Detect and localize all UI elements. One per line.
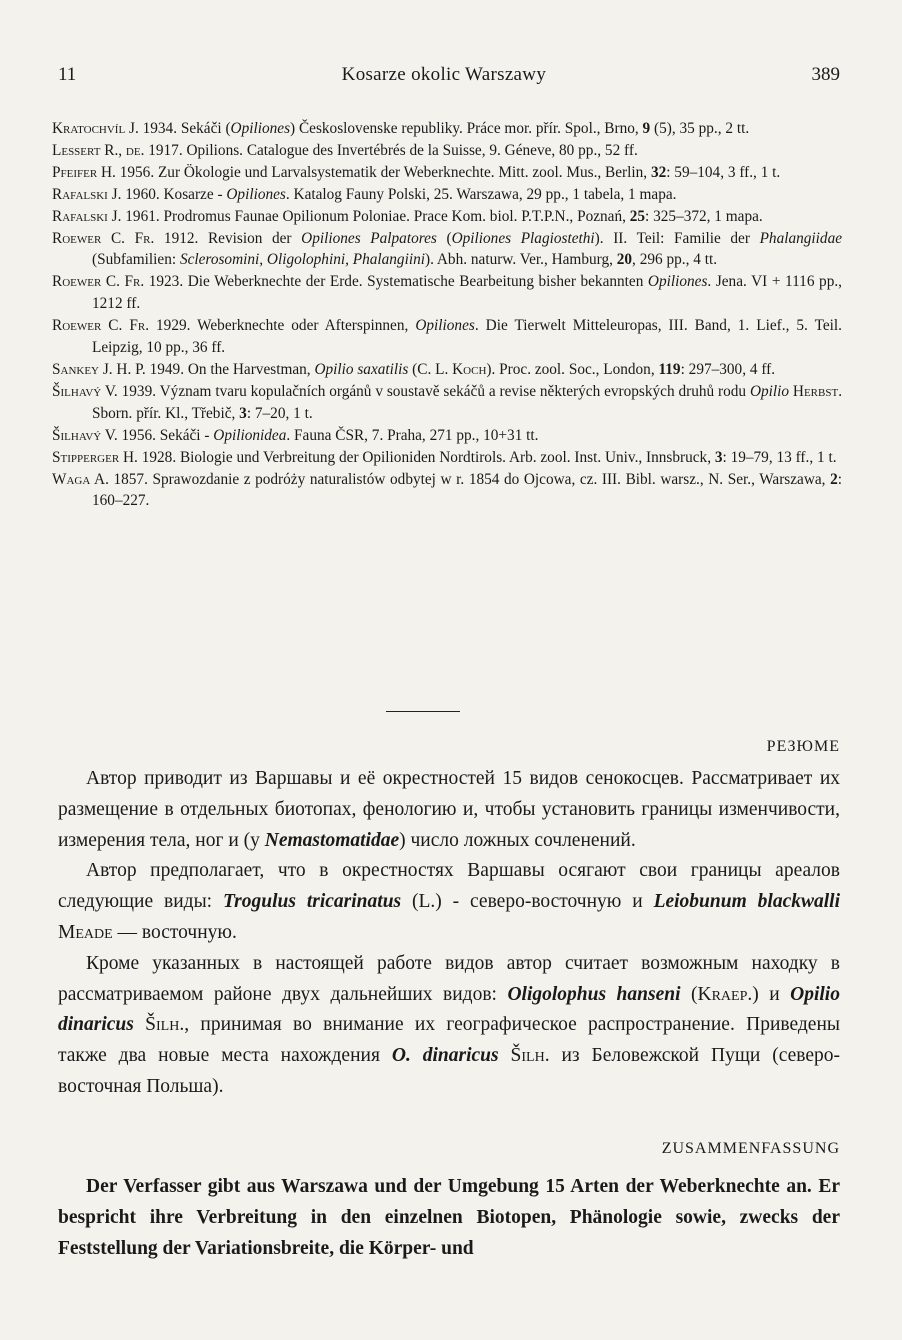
reference-entry: Roewer C. Fr. 1923. Die Weberknechte der Erde. Systematische Bearbeitung bisher bekannten Opiliones. Jena. VI + 1116 pp., 1212 ff. (52, 273, 842, 313)
reference-entry: Lessert R., de. 1917. Opilions. Catalogue des Invertébrés de la Suisse, 9. Géneve, 80 pp., 52 ff. (52, 141, 638, 159)
reference-entry: Šilhavý V. 1956. Sekáči - Opilionidea. Fauna ČSR, 7. Praha, 271 pp., 10+31 tt. (52, 426, 539, 444)
reference-entry: Sankey J. H. P. 1949. On the Harvestman, Opilio saxatilis (C. L. Koch). Proc. zool. Soc., London, 119: 297–300, 4 ff. (52, 360, 776, 378)
resume-body (58, 764, 840, 1103)
reference-entry: Šilhavý V. 1939. Význam tvaru kopulačních orgánů v soustavě sekáčů a revise některých evropských druhů rodu Opilio Herbst. Sborn. přír. Kl., Třebič, 3: 7–20, 1 t. (52, 382, 843, 422)
references-list (52, 118, 842, 512)
resume-paragraph: Автор предполагает, что в окрестностях Варшавы осягают свои границы ареалов следующие виды: Trogulus tricarinatus (L.) - северо-восточную и Leiobunum blackwalli Meade — восточную. (58, 860, 840, 943)
reference-entry: Pfeifer H. 1956. Zur Ökologie und Larvalsystematik der Weberknechte. Mitt. zool. Mus., Berlin, 32: 59–104, 3 ff., 1 t. (52, 163, 781, 181)
reference-entry: Roewer C. Fr. 1929. Weberknechte oder Afterspinnen, Opiliones. Die Tierwelt Mitteleuropas, III. Band, 1. Lief., 5. Teil. Leipzig, 10 pp., 36 ff. (52, 317, 842, 357)
reference-entry: Roewer C. Fr. 1912. Revision der Opiliones Palpatores (Opiliones Plagiostethi). II. Teil: Familie der Phalangiidae (Subfamilien: Sclerosomini, Oligolophini, Phalangiini). Abh. naturw. Ver., Hamburg, 20, 296 pp., 4 tt. (52, 229, 843, 269)
zusammenfassung-paragraph: Der Verfasser gibt aus Warszawa und der Umgebung 15 Arten der Weberknechte an. Er bespricht ihre Verbreitung in den einzelnen Biotopen, Phänologie sowie, zwecks der Feststellung der Variationsbreite, die Körper- und (58, 1176, 840, 1259)
reference-entry: Kratochvíl J. 1934. Sekáči (Opiliones) Československe republiky. Práce mor. přír. Spol., Brno, 9 (5), 35 pp., 2 tt. (52, 120, 750, 137)
reference-entry: Rafalski J. 1960. Kosarze - Opiliones. Katalog Fauny Polski, 25. Warszawa, 29 pp., 1 tabela, 1 mapa. (52, 185, 677, 203)
running-header (58, 64, 840, 86)
resume-paragraph: Автор приводит из Варшавы и её окрестностей 15 видов сенокосцев. Рассматривает их размещение в отдельных биотопах, фенологию и, чтобы установить границы изменчивости, измерения тела, ног и (у Nemastomatidae) число ложных сочленений. (58, 768, 840, 851)
page-number: 389 (811, 64, 840, 85)
reference-entry: Waga A. 1857. Sprawozdanie z podróży naturalistów odbytej w r. 1854 do Ojcowa, cz. III. Bibl. warsz., N. Ser., Warszawa, 2: 160–227. (52, 470, 842, 510)
resume-heading: РЕЗЮМЕ (766, 738, 840, 755)
resume-paragraph: Кроме указанных в настоящей работе видов автор считает возможным находку в рассматриваемом районе двух дальнейших видов: Oligolophus hanseni (Kraep.) и Opilio dinaricus Šilh., принимая во внимание их географическое распространение. Приведены также два новые места нахождения O. dinaricus Šilh. из Беловежской Пущи (северо-восточная Польша). (58, 952, 840, 1097)
zusammenfassung-heading: ZUSAMMENFASSUNG (661, 1140, 840, 1157)
reference-entry: Rafalski J. 1961. Prodromus Faunae Opilionum Poloniae. Prace Kom. biol. P.T.P.N., Poznań, 25: 325–372, 1 mapa. (52, 207, 763, 225)
running-title: Kosarze okolic Warszawy (341, 64, 547, 85)
reference-entry: Stipperger H. 1928. Biologie und Verbreitung der Opilioniden Nordtirols. Arb. zool. Inst. Univ., Innsbruck, 3: 19–79, 13 ff., 1 t. (52, 448, 837, 466)
section-divider (386, 711, 460, 712)
zusammenfassung-body (58, 1172, 840, 1264)
issue-number: 11 (58, 64, 77, 85)
